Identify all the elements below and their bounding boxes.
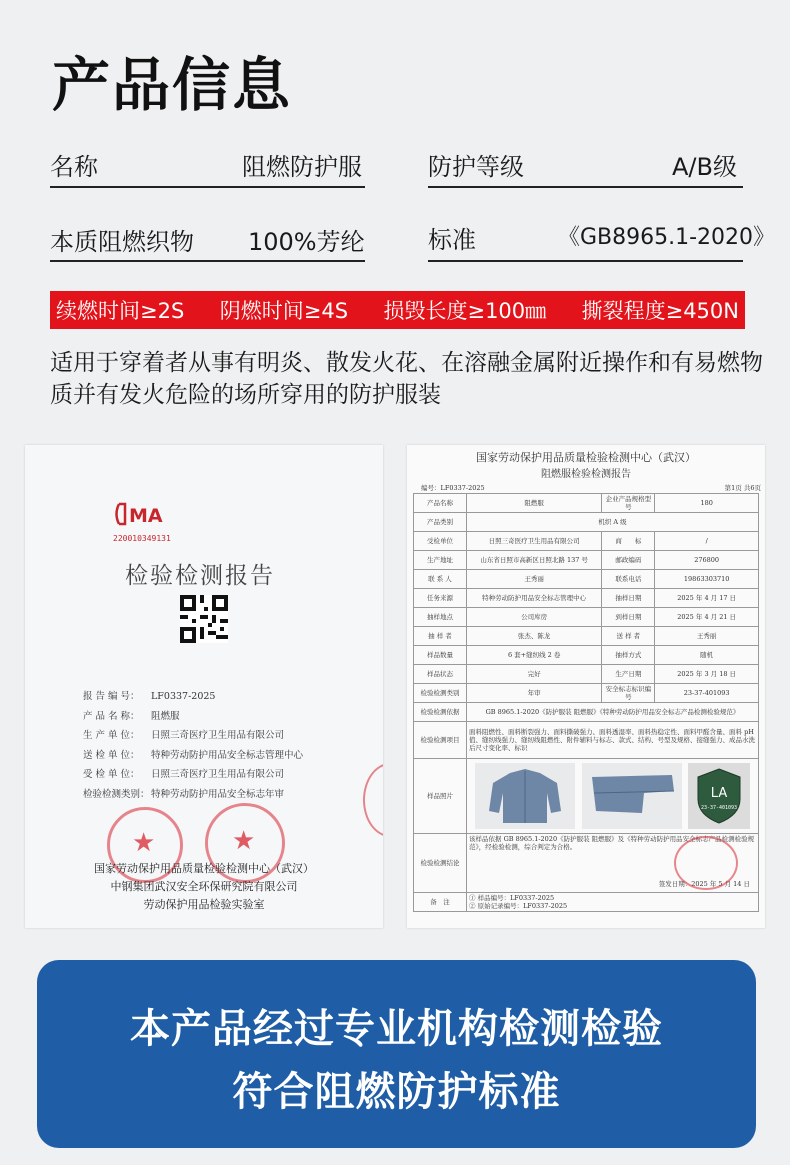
report-row: 产品类别 机织 A 级 xyxy=(414,513,759,532)
report-page-image xyxy=(407,445,765,928)
perf-afterflame: 续燃时间≥2S xyxy=(56,299,185,323)
report-cover-org3: 劳动保护用品检验实验室 xyxy=(143,898,265,911)
report-cover-fields: 报 告 编 号： LF0337-2025 产 品 名 称： 阻燃服 生 产 单 位： 日照三奇医疗卫生用品有限公司 送 检 单 位： 特种劳动防护用品安全标志管理中心 受 检 单 位： 日照三奇医疗卫生用品有限公司 检验检测类别： 特种劳动防护用品安全标志年审 xyxy=(83,691,304,800)
svg-text:23-37-401093: 23-37-401093 xyxy=(700,805,737,811)
official-seal-icon xyxy=(674,836,738,890)
report-page-meta: 编号：LF0337-2025 第1页 共6页 xyxy=(421,484,761,492)
banner-line2: 符合阻燃防护标准 xyxy=(232,1069,561,1115)
label-badge-icon xyxy=(688,763,750,829)
report-page-header2: 阻燃服检验检测报告 xyxy=(541,469,631,480)
report-row: 抽 样 者 张杰、陈龙 送 样 者 王秀丽 xyxy=(414,627,759,646)
conclusion-text: 该样品依据 GB 8965.1-2020《防护服装 阻燃服》及《特种劳动防护用品安全标志产品检测检验规范》，经检验检测，综合判定为合格。 xyxy=(469,835,755,851)
official-seal-icon xyxy=(363,763,383,837)
report-cover-image xyxy=(25,445,383,928)
certification-banner xyxy=(37,960,756,1148)
spec-name-label: 名称 xyxy=(50,153,98,181)
spec-grade-value: A/B级 xyxy=(672,153,737,181)
report-cover-heading: 检验检测报告 xyxy=(125,563,275,589)
spec-name-underline xyxy=(50,186,365,188)
svg-text:MA: MA xyxy=(129,505,163,527)
report-row: 抽样地点 公司库房 到样日期 2025 年 4 月 21 日 xyxy=(414,608,759,627)
report-row: 产品名称 阻燃服 企业产品规格型号 180 xyxy=(414,494,759,513)
spec-grade-label: 防护等级 xyxy=(428,153,524,181)
page-title: 产品信息 xyxy=(52,51,293,119)
sign-date: 签发日期：2025 年 5 月 14 日 xyxy=(658,880,750,888)
report-row: 受检单位 日照三奇医疗卫生用品有限公司 商 标 / xyxy=(414,532,759,551)
spec-material-label: 本质阻燃织物 xyxy=(50,228,194,256)
product-description: 适用于穿着者从事有明炎、散发火花、在溶融金属附近操作和有易燃物质并有发火危险的场所穿用的防护服装 xyxy=(50,350,763,408)
qr-code-icon xyxy=(180,595,228,643)
official-seal-icon: ★ xyxy=(107,807,183,883)
perf-afterglow: 阴燃时间≥4S xyxy=(219,299,349,323)
spec-material-underline xyxy=(50,260,365,262)
spec-grade-underline xyxy=(428,186,743,188)
performance-bar xyxy=(50,291,745,329)
report-row: 任务来源 特种劳动防护用品安全标志管理中心 抽样日期 2025 年 4 月 17 日 xyxy=(414,589,759,608)
cma-cert-number: 220010349131 xyxy=(113,534,171,543)
cma-logo-icon xyxy=(113,501,177,527)
spec-standard-label: 标准 xyxy=(428,226,476,254)
banner-line1: 本产品经过专业机构检测检验 xyxy=(130,1006,663,1052)
official-seal-icon: ★ xyxy=(205,803,285,883)
report-page-header1: 国家劳动保护用品质量检验检测中心（武汉） xyxy=(476,451,696,464)
svg-text:LA: LA xyxy=(710,786,727,801)
report-cover-org1: 国家劳动保护用品质量检验检测中心（武汉） xyxy=(94,862,314,875)
report-row: 生产地址 山东省日照市高新区日照北路 137 号 邮政编码 276800 xyxy=(414,551,759,570)
report-row: 样品数量 6 套+缝纫线 2 卷 抽样方式 随机 xyxy=(414,646,759,665)
spec-standard-underline xyxy=(428,260,743,262)
report-row: 样品状态 完好 生产日期 2025 年 3 月 18 日 xyxy=(414,665,759,684)
spec-standard-value: 《GB8965.1-2020》 xyxy=(558,225,776,250)
spec-material-value: 100%芳纶 xyxy=(248,228,365,256)
report-row: 联 系 人 王秀丽 联系电话 19863303710 xyxy=(414,570,759,589)
perf-char-length: 损毁长度≥100㎜ xyxy=(383,299,547,323)
report-row: 检验检测类别 年审 安全标志标识编号 23-37-401093 xyxy=(414,684,759,703)
report-cover-org2: 中钢集团武汉安全环保研究院有限公司 xyxy=(110,880,298,893)
pants-photo-icon xyxy=(582,763,682,829)
report-page-table: 产品名称 阻燃服 企业产品规格型号 180 产品类别 机织 A 级 受检单位 日照三奇医疗卫生用品有限公司 商 标 / 生产地址 山东省日照市高新区日照北路 137 号 邮政编码 276800 联 系 人 王秀丽 联系电话 19863303710 任务来源 特种劳动防护用品安全标志管理中心 抽样日期 2025 年 4 月 17 日 抽样地点 公司库房 到样日期 2025 年 4 月 21 日 抽 样 者 张杰、陈龙 送 样 者 王秀丽 样品数量 6 套+缝纫线 2 卷 抽样方式 随机 样品状态 完好 生产日期 2025 年 3 月 18 日 检验检测类别 年审 安全标志标识编号 23-37-401093 检验检测依据 GB 8965.1-2020《防护服装 阻燃服》《特种劳动防护用品安全标志产品检测检验规范》 检验检测项目 面料阻燃性、面料断裂强力、面料撕破强力、面料透湿率、面料热稳定性、面料甲醛含量、面料 pH 值、缝纫线强力、缝纫线阻燃性、附件辅料与标志、款式、结构、号型及规格、接缝强力、成品水洗后尺寸变化率、标识 样品照片 LA 23-37-401093 检验检测结论 该样品依据 GB 8965.1-2020《防护服装 阻燃服》及《特种劳动防护用品安全标志产品检测检验规范》，经检验检测，综合判定为合格。 签发日期：2025 年 5 月 14 日 备 注 ① 样品编号：LF0337-2025 ② 原始记录编号：LF0337-2025 xyxy=(413,493,759,912)
spec-name-value: 阻燃防护服 xyxy=(242,153,362,181)
jacket-photo-icon xyxy=(475,763,575,829)
perf-tear-strength: 撕裂程度≥450N xyxy=(581,299,739,323)
